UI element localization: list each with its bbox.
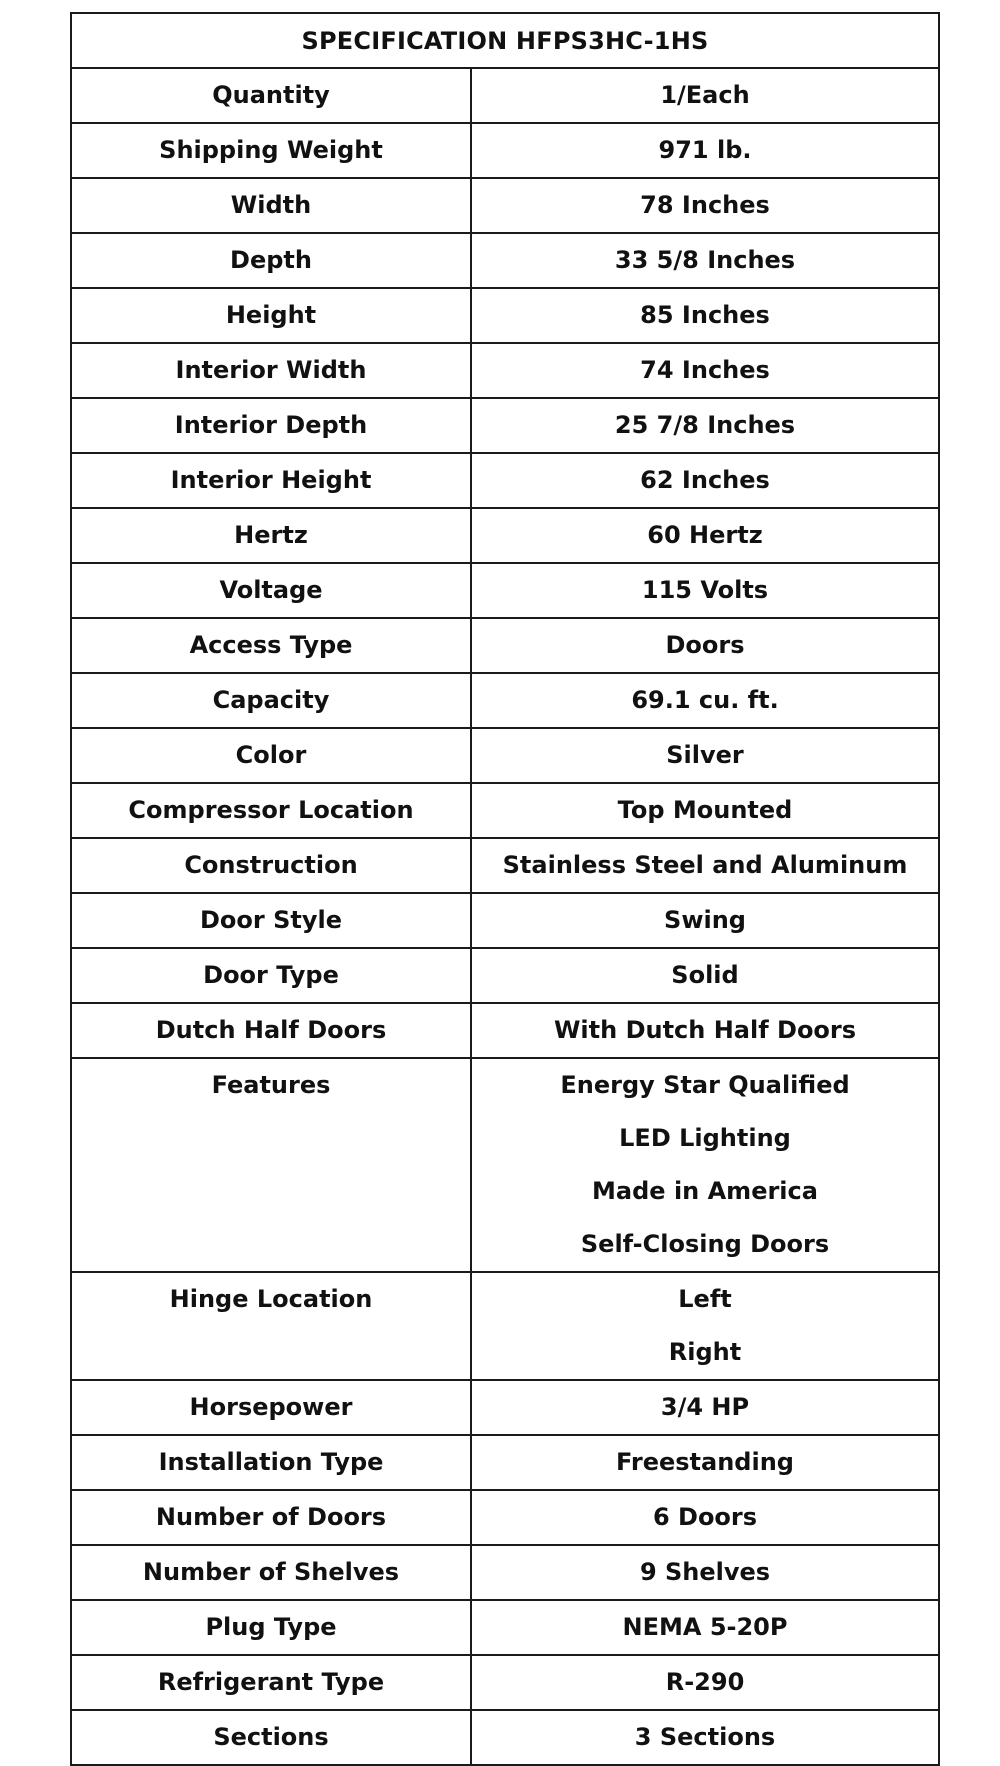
spec-value: 69.1 cu. ft. [631,686,779,714]
spec-value-cell [471,1435,939,1490]
table-row [71,783,939,838]
table-row [71,288,939,343]
spec-label-cell [71,783,471,838]
spec-label-cell [71,1545,471,1600]
table-row [71,453,939,508]
spec-label: Compressor Location [128,796,414,824]
spec-label-cell [71,1272,471,1380]
table-row [71,123,939,178]
spec-label-cell [71,1058,471,1272]
spec-label: Number of Shelves [142,1558,400,1586]
spec-value: 60 Hertz [647,521,763,549]
spec-value-cell [471,1655,939,1710]
spec-label: Sections [213,1723,329,1751]
table-row [71,1545,939,1600]
spec-value: Left [678,1285,732,1313]
table-body [71,68,939,1765]
spec-value-cell [471,1545,939,1600]
spec-value: Stainless Steel and Aluminum [502,851,908,879]
spec-label-cell [71,838,471,893]
spec-label: Color [235,741,307,769]
table-row [71,1380,939,1435]
table-row [71,1710,939,1765]
spec-value-cell [471,1490,939,1545]
table-row [71,1490,939,1545]
spec-label: Plug Type [205,1613,337,1641]
spec-label: Voltage [219,576,323,604]
spec-value: Silver [666,741,744,769]
spec-value-cell [471,893,939,948]
table-row [71,68,939,123]
spec-label: Interior Height [170,466,372,494]
spec-label: Features [211,1071,331,1099]
spec-value: 78 Inches [640,191,770,219]
spec-value: 6 Doors [652,1503,758,1531]
spec-label: Capacity [212,686,330,714]
spec-value-cell [471,1058,939,1272]
spec-label: Dutch Half Doors [155,1016,387,1044]
spec-value: NEMA 5-20P [622,1613,788,1641]
table-title: SPECIFICATION HFPS3HC-1HS [71,13,939,68]
table-row [71,233,939,288]
table-header-row [71,13,939,68]
spec-label: Quantity [212,81,330,109]
spec-value: 971 lb. [658,136,752,164]
table-row [71,893,939,948]
spec-value-cell [471,178,939,233]
spec-value: 3 Sections [634,1723,776,1751]
spec-label: Hertz [234,521,308,549]
spec-label: Interior Width [175,356,367,384]
spec-value: Energy Star Qualified [560,1071,850,1099]
spec-value-cell [471,673,939,728]
spec-label-cell [71,948,471,1003]
table-row [71,178,939,233]
spec-label: Hinge Location [169,1285,373,1313]
spec-label-cell [71,618,471,673]
spec-label-cell [71,1600,471,1655]
spec-label: Door Style [200,906,342,934]
spec-label-cell [71,1003,471,1058]
spec-value: R-290 [665,1668,745,1696]
spec-value-cell [471,288,939,343]
spec-label-cell [71,453,471,508]
spec-label-cell [71,1655,471,1710]
spec-value-cell [471,1710,939,1765]
spec-value-cell [471,1380,939,1435]
spec-label-cell [71,233,471,288]
spec-value: 33 5/8 Inches [614,246,796,274]
spec-label: Construction [184,851,358,879]
spec-label: Door Type [203,961,339,989]
spec-label-cell [71,1380,471,1435]
spec-value-cell [471,508,939,563]
spec-label: Refrigerant Type [157,1668,385,1696]
spec-value-cell [471,343,939,398]
spec-label: Installation Type [158,1448,384,1476]
spec-value-cell [471,398,939,453]
spec-value-cell [471,783,939,838]
table-row [71,398,939,453]
spec-label-cell [71,1490,471,1545]
spec-value-cell [471,728,939,783]
spec-label: Horsepower [189,1393,353,1421]
spec-value-cell [471,123,939,178]
spec-label: Number of Doors [155,1503,387,1531]
table-row [71,618,939,673]
spec-value: 1/Each [660,81,750,109]
spec-value: With Dutch Half Doors [553,1016,857,1044]
spec-value-cell [471,1600,939,1655]
spec-label: Interior Depth [174,411,368,439]
spec-label: Depth [230,246,312,274]
spec-value: 3/4 HP [660,1393,750,1421]
spec-label-cell [71,398,471,453]
spec-value: Self-Closing Doors [580,1230,830,1258]
table-row [71,508,939,563]
spec-value: LED Lighting [619,1124,791,1152]
table-row [71,838,939,893]
spec-value: 74 Inches [640,356,770,384]
spec-value: Solid [671,961,739,989]
spec-value: 9 Shelves [639,1558,771,1586]
spec-value: 25 7/8 Inches [614,411,796,439]
spec-value-cell [471,1272,939,1380]
spec-value-cell [471,948,939,1003]
table-row [71,1600,939,1655]
spec-label-cell [71,123,471,178]
spec-value: Freestanding [616,1448,794,1476]
table-row [71,1058,939,1272]
spec-label-cell [71,343,471,398]
spec-value: Top Mounted [617,796,793,824]
spec-value: Right [668,1338,742,1366]
table-row [71,1272,939,1380]
spec-value-cell [471,838,939,893]
spec-label: Width [230,191,312,219]
spec-value-cell [471,68,939,123]
spec-value: Doors [665,631,745,659]
spec-label-cell [71,673,471,728]
table-row [71,948,939,1003]
spec-label-cell [71,508,471,563]
spec-value: Swing [664,906,746,934]
spec-label: Height [225,301,317,329]
table-row [71,673,939,728]
table-row [71,1435,939,1490]
spec-label-cell [71,893,471,948]
spec-value: 62 Inches [640,466,770,494]
spec-value: Made in America [592,1177,818,1205]
table-row [71,1003,939,1058]
spec-value-cell [471,1003,939,1058]
spec-label: Shipping Weight [159,136,383,164]
spec-value: 85 Inches [640,301,770,329]
table-row [71,563,939,618]
spec-value-cell [471,618,939,673]
specification-table [70,12,940,1766]
spec-value-cell [471,453,939,508]
spec-value-cell [471,563,939,618]
table-row [71,343,939,398]
spec-label-cell [71,288,471,343]
spec-label-cell [71,728,471,783]
spec-label-cell [71,1435,471,1490]
spec-label-cell [71,68,471,123]
spec-value: 115 Volts [641,576,769,604]
spec-label: Access Type [189,631,353,659]
spec-label-cell [71,178,471,233]
spec-value-cell [471,233,939,288]
table-row [71,1655,939,1710]
table-row [71,728,939,783]
spec-label-cell [71,563,471,618]
spec-label-cell [71,1710,471,1765]
